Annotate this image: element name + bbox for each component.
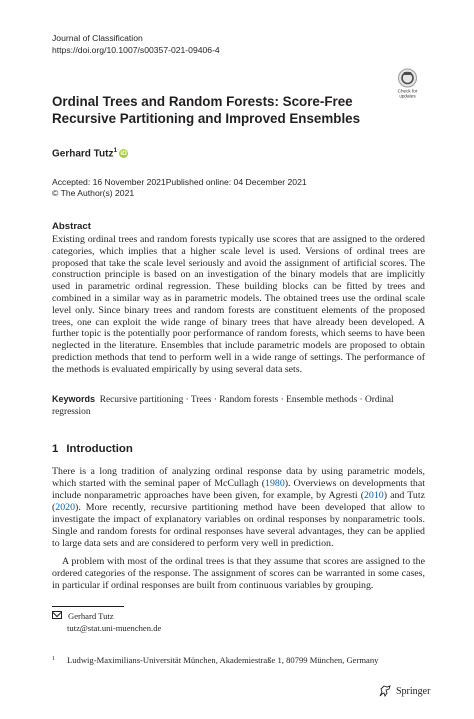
- footnote-text: Ludwig-Maximilians-Universität München, Akademiestraße 1, 80799 München, Germany: [67, 655, 379, 665]
- correspondence-name: Gerhard Tutz: [68, 611, 114, 621]
- orcid-icon[interactable]: iD: [120, 150, 127, 158]
- abstract-text: Existing ordinal trees and random forests typically use scores that are assigned to the ordered categories, which implies that a higher scale level is used. Versions of ordinal trees are proposed that take the scale level seriously and avoid the assignment of artificial scores. The construction principle is based on an investigation of the binary models that are implicitly used in parametric ordinal regression. These building blocks can be fitted by trees and combined in a similar way as in parametric models. The obtained trees use the ordinal scale level only. Since binary trees and random forests are constituent elements of the proposed trees, one can exploit the wide range of binary trees that have already been developed. A further topic is the potentially poor performance of random forests, which seems to have been neglected in the literature. Ensembles that include parametric models are proposed to obtain prediction methods that tend to perform well in a wide range of settings. The performance of the methods is evaluated empirically by using several data sets.: [52, 234, 425, 375]
- intro-p1-text-c: ) and Tutz (: [52, 490, 425, 513]
- author-affiliation-mark: 1: [113, 147, 118, 154]
- check-for-updates-badge[interactable]: [391, 66, 424, 99]
- footnote-divider: [52, 606, 124, 607]
- paper-title: [52, 94, 372, 127]
- correspondence-block: [52, 611, 161, 634]
- author-line: [52, 147, 128, 159]
- accepted-published-dates: Accepted: 16 November 2021Published online: 04 December 2021: [52, 177, 307, 187]
- intro-paragraph-2: A problem with most of the ordinal trees is that they assume that scores are assigned to the ordered categories of the response. The assignment of scores can be warranted in some cases, in particular if ordinal responses are built from continuous variables by grouping.: [52, 556, 425, 591]
- check-for-updates-icon: [391, 66, 424, 99]
- section-heading-introduction: [52, 443, 133, 455]
- author-name[interactable]: Gerhard Tutz: [52, 148, 114, 160]
- correspondence-email[interactable]: tutz@stat.uni-muenchen.de: [67, 622, 162, 633]
- keywords-list: Recursive partitioning · Trees · Random forests · Ensemble methods · Ordinal regression: [52, 395, 394, 417]
- publisher-name: Springer: [396, 685, 431, 697]
- journal-header: [52, 32, 220, 56]
- journal-name: Journal of Classification: [52, 33, 143, 43]
- citation-agresti-2010[interactable]: 2010: [363, 490, 384, 501]
- citation-tutz-2020[interactable]: 2020: [55, 502, 76, 513]
- intro-p1-text-b: ). Overviews on developments that include nonparametric approaches have been given, for example, by Agresti (: [52, 478, 425, 501]
- section-number: 1: [52, 443, 59, 455]
- intro-paragraph-1: [52, 466, 425, 550]
- affiliation-footnote: [52, 655, 378, 665]
- footnote-mark: 1: [52, 656, 55, 662]
- intro-p1-text-d: ). More recently, recursive partitioning method have been developed that allow to investigate the impact of explanatory variables on ordinal responses by nonparametric tools. Single and random forests for ordinal responses have several advantages, they can be applied to large data sets and are considered to perform very well in prediction.: [52, 502, 425, 549]
- intro-p1-text-a: There is a long tradition of analyzing ordinal response data by using parametric models, which started with the seminal paper of McCullagh (: [52, 466, 425, 489]
- publication-dates: [52, 177, 307, 199]
- keywords-label: Keywords: [52, 394, 96, 404]
- copyright-notice: © The Author(s) 2021: [52, 188, 135, 198]
- abstract-heading: Abstract: [52, 221, 91, 232]
- badge-line1: Check for: [397, 88, 418, 94]
- title-line-1: Ordinal Trees and Random Forests: Score-Free: [52, 94, 353, 109]
- badge-line2: updates: [399, 93, 416, 99]
- springer-horse-icon: [378, 685, 392, 697]
- citation-mccullagh-1980[interactable]: 1980: [265, 478, 285, 489]
- doi-link[interactable]: https://doi.org/10.1007/s00357-021-09406-4: [52, 45, 220, 55]
- keywords: [52, 394, 425, 418]
- envelope-icon: [52, 611, 62, 619]
- publisher-logo: [378, 685, 430, 697]
- title-line-2: Recursive Partitioning and Improved Ensembles: [52, 110, 361, 126]
- section-title: Introduction: [66, 443, 133, 455]
